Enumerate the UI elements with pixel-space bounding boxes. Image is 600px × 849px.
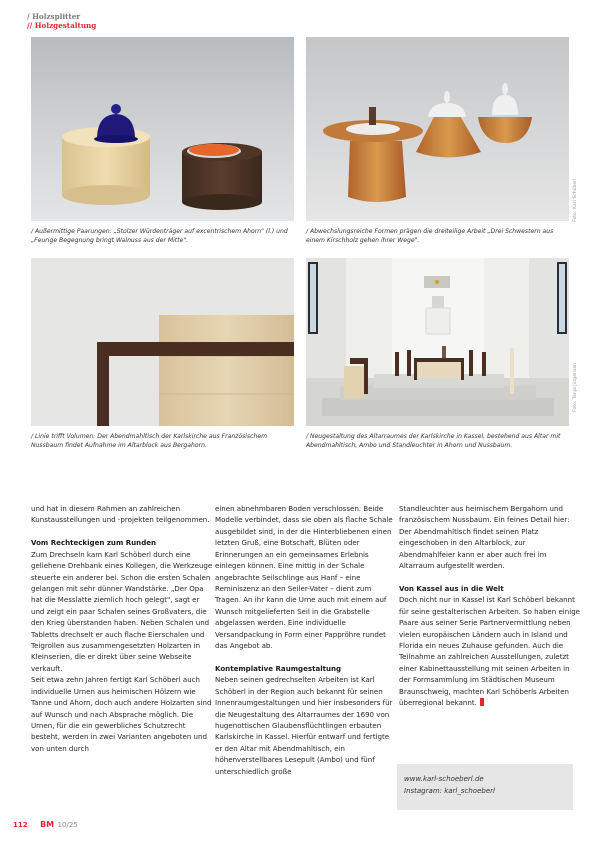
photo-credit-2: Foto: Karl Schöberl [573, 178, 578, 222]
section-label: / Holzsplitter [27, 12, 81, 21]
caption-1: / Außermittige Paarungen: „Stolzer Würdenträger auf excentrischem Ahorn" (l.) und „Feurige Begegnung bringt Walnuss aus der Mitte". [31, 228, 288, 244]
caption-2: / Abwechslungsreiche Formen prägen die dreiteilige Arbeit „Drei Schwestern aus einem Kirschholz gehen ihrer Wege". [306, 228, 554, 244]
paragraph-text: Doch nicht nur in Kassel ist Karl Schöberl bekannt für seine gestalterischen Arbeiten. So haben einige Paare aus seiner Serie Partnervermittlung neben vielen europäischen Ländern auch in Island und Florida ein neues Zuhause gefunden. Auch die Teilnahme an zahlreichen Ausstellungen, zuletzt einer Kabinettausstellung mit seinen Arbeiten in der Formsammlung im Städtischen Museum Braunschweig, machten Karl Schöberls Arbeiten überregional bekannt. [399, 595, 580, 708]
paragraph: und hat in diesem Rahmen an zahlreichen Kunstausstellungen und -projekten teilgenommen. [31, 504, 210, 525]
subheading: Vom Rechteckigen zum Runden [31, 538, 157, 548]
section-kicker [27, 13, 96, 30]
instagram-handle[interactable]: Instagram: karl_schoeberl [404, 786, 495, 795]
subsection-label: // Holzgestaltung [27, 20, 97, 30]
article-column-1 [31, 503, 214, 754]
paragraph: Standleuchter aus heimischem Bergahorn und französischem Nussbaum. Ein feines Detail hier: Der Abendmahltisch findet seinen Platz eingeschoben in den Altarblock, zur Abendmahlfeier kann er aber auch frei im Altarraum aufgestellt werden. [399, 504, 570, 571]
end-mark-icon [480, 698, 484, 706]
website-link[interactable]: www.karl-schoeberl.de [404, 775, 484, 783]
caption-4: / Neugestaltung des Altarraumes der Karlskirche in Kassel, bestehend aus Altar mit Abendmahltisch, Ambo und Standleuchter in Ahorn und Nussbaum. [306, 433, 561, 449]
paragraph: Neben seinen gedrechselten Arbeiten ist Karl Schöberl in der Region auch bekannt für seinen Innenraumgestaltungen und hier insbesonders für die Neugestaltung des Altarraumes der 1690 von hugenottischen Glaubensflüchtlingen erbauten Karlskirche in Kassel. Hierfür entwarf und fertigte er den Altar mit Abendmahltisch, ein höhenverstellbares Lesepult (Ambo) und fünf unterschiedlich große [215, 675, 393, 776]
article-column-2 [215, 503, 398, 777]
paragraph: Zum Drechseln kam Karl Schöberl durch eine geliehene Drehbank eines Kollegen, die Werkzeuge steuerte ein anderer bei. Schon die ersten Schalen gelangen mit sehr dünner Wandstärke. „Der Opa hat die Messlatte ziemlich hoch gelegt", sagt er und zeigt ein paar Schalen seines Großvaters, die den Krieg überstanden haben. Neben Schalen und Tabletts drechselt er auch flache Eierschalen und Teigrollen aus zusammengesetzten Holzarten in Kleinserien, die er direkt über seine Webseite verkauft. [31, 549, 213, 673]
info-box [397, 764, 573, 810]
subheading: Von Kassel aus in die Welt [399, 583, 504, 593]
paragraph: Seit etwa zehn Jahren fertigt Karl Schöberl auch individuelle Urnen aus heimischen Hölzern wie Tanne und Ahorn, doch auch andere Holzarten sind auf Wunsch und nach Absprache möglich. Die Urnen, für die ein gewerbliches Schutzrecht besteht, werden in zwei Varianten angeboten und von unten durch [31, 675, 212, 753]
photo-church-altar [306, 258, 569, 426]
article-column-3 [399, 503, 582, 709]
photo-three-sisters [306, 37, 569, 221]
page-footer [13, 820, 78, 829]
photo-altar-detail [31, 258, 294, 426]
paragraph: einen abnehmbaren Boden verschlossen. Beide Modelle verbindet, dass sie oben als flache Schale ausgebildet sind, in der die Hinterbliebenen einen letzten Gruß, eine Botschaft, Blüten oder Erinnerungen an ein gemeinsames Erlebnis einlegen können. Eine mittig in der Schale angebrachte Seilschlinge aus Hanf – eine Reminiszenz an den Seiler-Vater – dient zum Tragen. An ihr kann die Urne auch mit einem auf Wunsch mitgelieferten Seil in die Grabstelle abgelassen werden. Eine individuelle Versandpackung in Form einer Pappröhre rundet das Angebot ab. [215, 504, 393, 651]
page-number: 112 [13, 821, 28, 829]
photo-vessels-pair [31, 37, 294, 221]
caption-3: / Linie trifft Volumen: Der Abendmahltisch der Karlskirche aus Französischem Nussbaum findet Aufnahme im Altarblock aus Bergahorn. [31, 433, 268, 449]
issue-number: 10/25 [57, 821, 78, 829]
photo-credit-4: Foto: Tanja Jürgensen [573, 362, 578, 412]
subheading: Kontemplative Raumgestaltung [215, 663, 342, 673]
paragraph [399, 594, 582, 708]
magazine-logo: BM [40, 820, 55, 829]
